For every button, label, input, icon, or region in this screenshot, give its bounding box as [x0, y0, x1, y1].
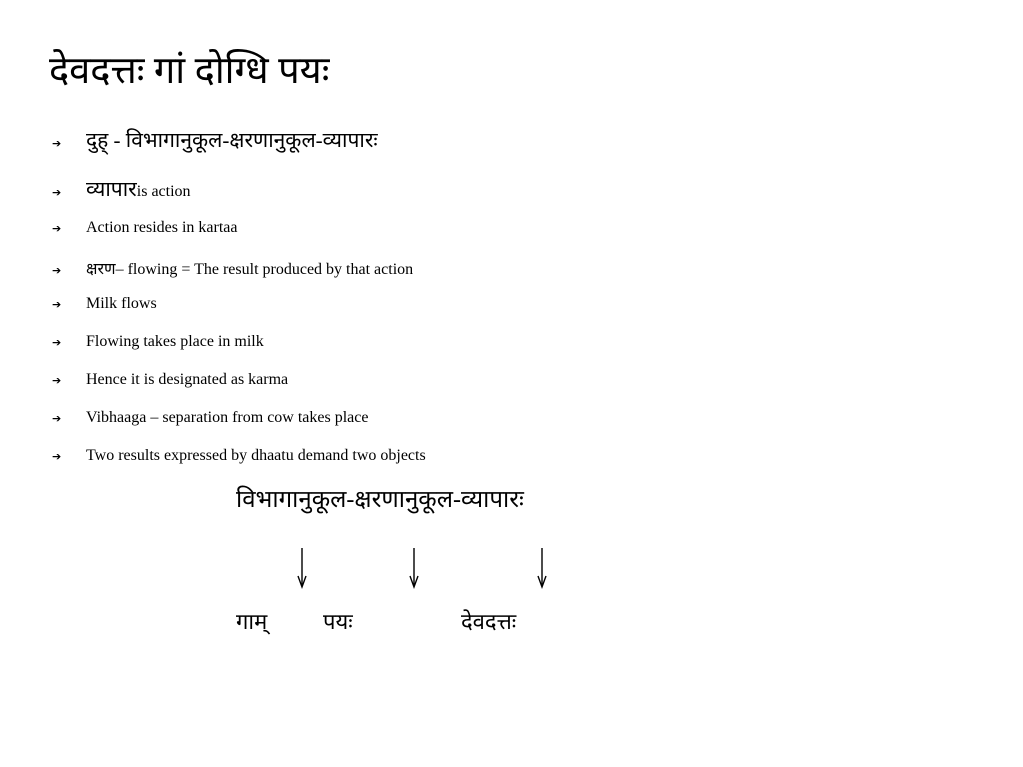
bullet-text: Hence it is designated as karma	[86, 371, 289, 388]
bullet-text: दुह् - विभागानुकूल-क्षरणानुकूल-व्यापारः	[86, 128, 378, 152]
mapped-word-object-milk: पयः	[323, 609, 353, 634]
slide-title: देवदत्तः गां दोग्धि पयः	[49, 50, 330, 92]
mapped-word-object-cow: गाम्	[236, 609, 268, 634]
arrow-bullet-icon: ➔	[52, 222, 62, 235]
bullet-suffix: – flowing = The result produced by that action	[115, 261, 414, 278]
arrow-bullet-icon: ➔	[52, 412, 62, 425]
bullet-text: क्षरण	[86, 261, 116, 278]
mapped-word-agent: देवदत्तः	[461, 609, 517, 634]
bullet-suffix: is action	[136, 183, 191, 200]
bullet-text: व्यापार	[86, 177, 137, 201]
compound-analysis: विभागानुकूल-क्षरणानुकूल-व्यापारः	[236, 487, 524, 513]
arrow-bullet-icon: ➔	[52, 450, 62, 463]
arrow-bullet-icon: ➔	[52, 336, 62, 349]
bullet-text: Two results expressed by dhaatu demand two objects	[86, 447, 426, 464]
bullet-text: Milk flows	[86, 295, 157, 312]
arrow-bullet-icon: ➔	[52, 298, 62, 311]
bullet-text: Vibhaaga – separation from cow takes place	[86, 409, 369, 426]
bullet-text: Flowing takes place in milk	[86, 333, 264, 350]
arrow-bullet-icon: ➔	[52, 137, 62, 150]
arrow-bullet-icon: ➔	[52, 186, 62, 199]
bullet-text: Action resides in kartaa	[86, 219, 238, 236]
arrow-bullet-icon: ➔	[52, 264, 62, 277]
arrow-bullet-icon: ➔	[52, 374, 62, 387]
